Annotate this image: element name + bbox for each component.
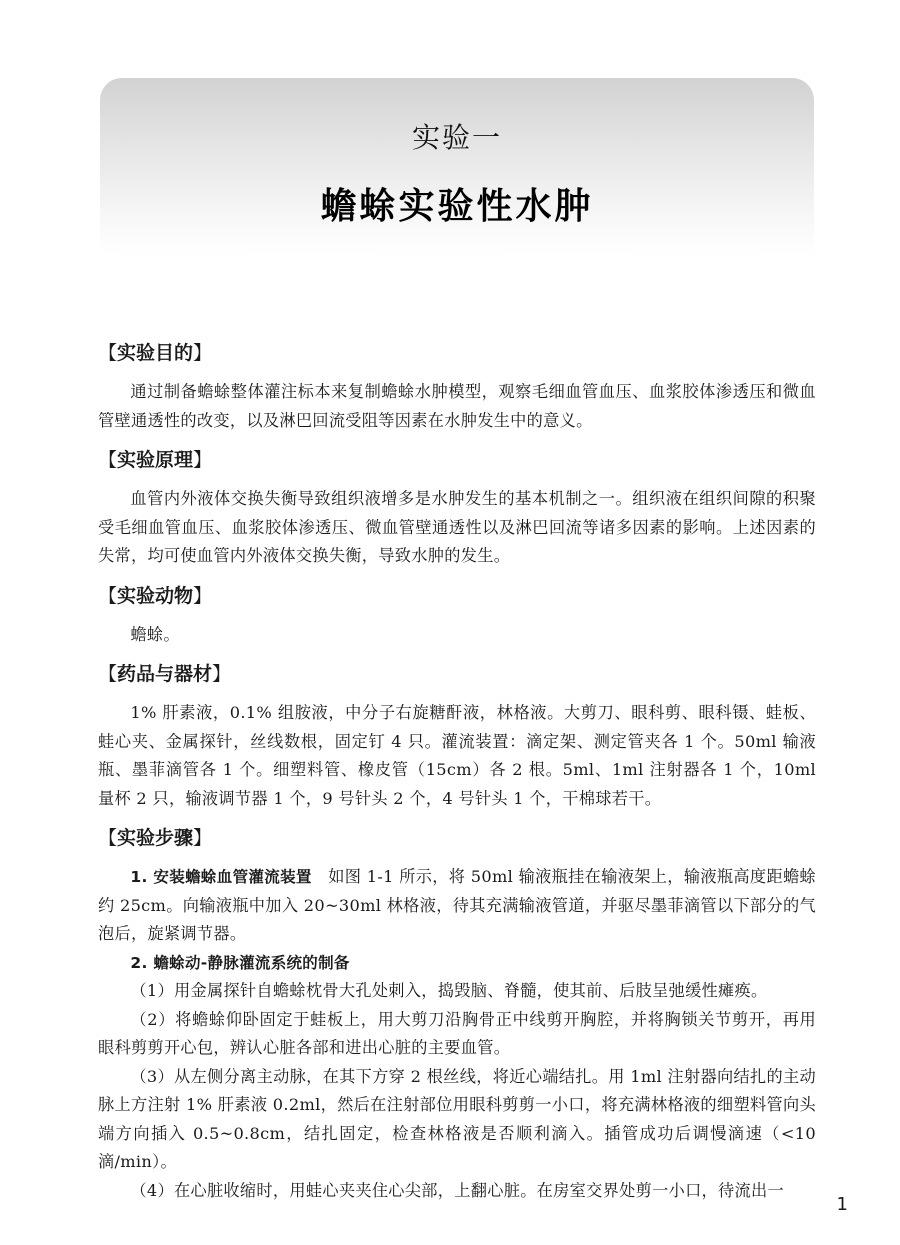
sub-step-2: （2）将蟾蜍仰卧固定于蛙板上，用大剪刀沿胸骨正中线剪开胸腔，并将胸锁关节剪开，再用眼科剪剪开心包，辨认心脏各部和进出心脏的主要血管。 <box>98 1009 816 1057</box>
section-heading: 【实验原理】 <box>98 449 213 471</box>
step-text: 如图 1-1 所示，将 50ml 输液瓶挂在输液架上，输液瓶高度距蟾蜍约 25cm。向输液瓶中加入 20~30ml 林格液，待其充满输液管道，并驱尽墨菲滴管以下部分的气泡后，旋紧调节器。 <box>98 867 816 943</box>
section-materials <box>98 657 816 813</box>
section-heading: 【实验动物】 <box>98 584 213 607</box>
section-animal <box>98 579 816 650</box>
section-steps <box>98 821 816 1205</box>
step-title: 1. 安装蟾蜍血管灌流装置 <box>130 868 312 886</box>
paragraph: 蟾蜍。 <box>130 624 180 644</box>
step-2 <box>98 949 816 978</box>
section-heading: 【实验步骤】 <box>98 827 213 849</box>
section-heading: 【药品与器材】 <box>98 663 232 685</box>
chapter-number: 实验一 <box>411 121 502 154</box>
page-content <box>98 336 816 1213</box>
sub-step-4: （4）在心脏收缩时，用蛙心夹夹住心尖部，上翻心脏。在房室交界处剪一小口，待流出一 <box>130 1180 784 1200</box>
sub-step-1: （1）用金属探针自蟾蜍枕骨大孔处刺入，捣毁脑、脊髓，使其前、后肢呈弛缓性瘫痪。 <box>130 981 768 1000</box>
sub-step-3: （3）从左侧分离主动脉，在其下方穿 2 根丝线，将近心端结扎。用 1ml 注射器向结扎的主动脉上方注射 1% 肝素液 0.2ml，然后在注射部位用眼科剪剪一小口，将充满林格液的细塑料管向头端方向插入 0.5~0.8cm，结扎固定，检查林格液是否顺利滴入。插管成功后调慢滴速（<10 滴/min）。 <box>98 1066 816 1171</box>
paragraph: 通过制备蟾蜍整体灌注标本来复制蟾蜍水肿模型，观察毛细血管血压、血浆胶体渗透压和微血管壁通透性的改变，以及淋巴回流受阻等因素在水肿发生中的意义。 <box>98 382 816 430</box>
section-heading: 【实验目的】 <box>98 342 213 364</box>
paragraph: 1% 肝素液，0.1% 组胺液，中分子右旋糖酐液，林格液。大剪刀、眼科剪、眼科镊、蛙板、蛙心夹、金属探针，丝线数根，固定钉 4 只。灌流装置：滴定架、测定管夹各 1 个。50ml 输液瓶、墨菲滴管各 1 个。细塑料管、橡皮管（15cm）各 2 根。5ml、1ml 注射器各 1 个，10ml 量杯 2 只，输液调节器 1 个，9 号针头 2 个，4 号针头 1 个，干棉球若干。 <box>98 703 816 808</box>
section-purpose <box>98 336 816 435</box>
step-title: 2. 蟾蜍动-静脉灌流系统的制备 <box>130 953 350 972</box>
step-1 <box>98 863 816 949</box>
chapter-banner <box>100 78 814 256</box>
page-number: 1 <box>836 1194 848 1215</box>
section-principle <box>98 443 816 571</box>
chapter-title: 蟾蜍实验性水肿 <box>320 186 594 227</box>
paragraph: 血管内外液体交换失衡导致组织液增多是水肿发生的基本机制之一。组织液在组织间隙的积聚受毛细血管血压、血浆胶体渗透压、微血管壁通透性以及淋巴回流等诸多因素的影响。上述因素的失常，均可使血管内外液体交换失衡，导致水肿的发生。 <box>98 489 816 565</box>
